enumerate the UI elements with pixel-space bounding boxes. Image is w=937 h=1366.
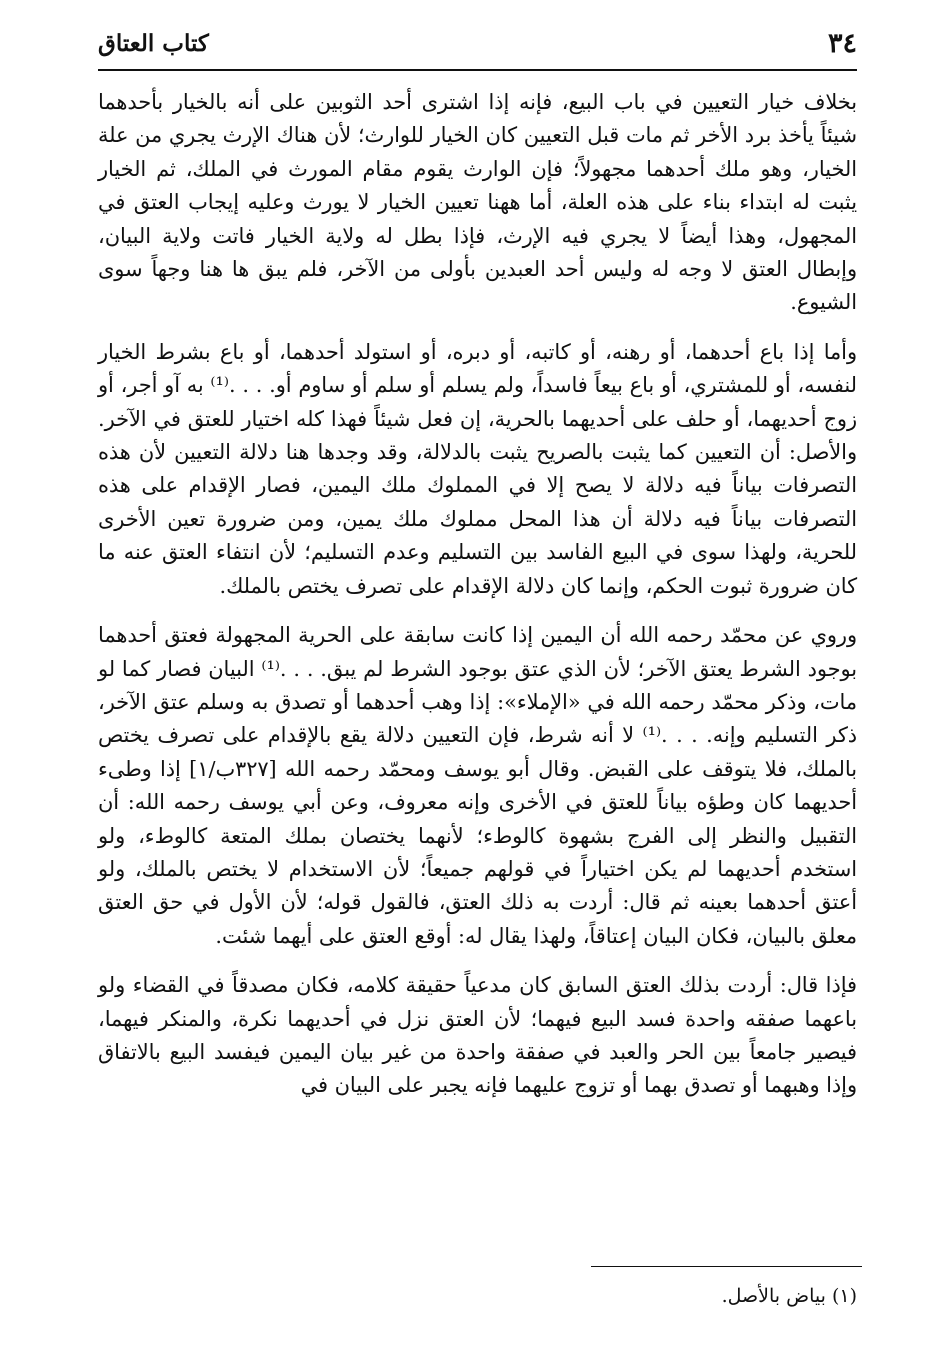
text-line: وأما إذا باع أحدهما، أو رهنه، أو كاتبه، أو دبره، أو استولد أحدهما، أو باع <box>219 339 857 364</box>
text-line: يمين، ومن ضرورة تعين الأخرى للحرية، ولهذا سوى في البيع الفاسد بين التسليم وعدم <box>98 506 857 565</box>
text-line: القضاء ولو باعهما صفقه واحدة فسد البيع فيهما؛ لأن العتق نزل في أحديهما نكرة، <box>98 973 857 1031</box>
text-line: على أيهما شئت. <box>215 923 356 948</box>
text-line: من علة الخيار، وهو ملك أحدهما مجهولاً؛ فإن الوارث يقوم مقام المورث في الملك، <box>98 123 858 181</box>
text-line: البيع بالاتفاق وإذا وهبهما أو تصدق بهما أو تزوج عليهما فإنه يجبر على البيان في <box>98 1039 857 1098</box>
paragraph <box>98 86 857 320</box>
page-number: ٣٤ <box>827 28 857 59</box>
text-line: بخلاف خيار التعيين في باب البيع، فإنه إذا اشترى أحد الثوبين على أنه بالخيار بأحدهما <box>98 90 857 114</box>
text-line: والمنكر فيهما، فيصير جامعاً بين الحر والعبد في صفقة واحدة من غير بيان اليمين فيفسد <box>98 1006 857 1064</box>
text-line: وجهاً سوى الشيوع. <box>98 257 857 315</box>
text-line: فهذا كله اختيار للعتق في الآخر. والأصل: أن التعيين كما يثبت بالصريح يثبت بالدلالة، <box>98 406 857 465</box>
text-line: شيئاً يأخذ برد الأخر ثم مات قبل التعيين كان الخيار للوارث؛ لأن هناك الإرث يجري <box>168 123 857 148</box>
page-header <box>98 22 857 70</box>
footnote-separator <box>591 1266 862 1267</box>
text-line: ثم الخيار يثبت له ابتداء بناء على هذه العلة، أما ههنا تعيين الخيار لا يورث وعليه إيجاب <box>98 156 857 215</box>
text-line: [٣٢٧ب/١] إذا وطىء أحديهما كان وطؤه بياناً للعتق في الأخرى وإنه معروف، وعن أبي <box>98 756 857 815</box>
text-line: فصار كما لو مات، وذكر محمّد رحمه الله في «الإملاء»: إذا وهب أحدهما أو تصدق به <box>98 656 857 714</box>
text-line: أحدهما بوجود الشرط يعتق الآخر؛ لأن الذي عتق بوجود الشرط لم يبق. . . .⁽¹⁾ البيان <box>98 623 857 681</box>
paragraph <box>98 336 857 603</box>
text-line: على تصرف يختص بالملك، فلا يتوقف على القبض. وقال أبو يوسف ومحمّد رحمه الله <box>98 723 857 781</box>
text-line: ولاية البيان، وإبطال العتق لا وجه له وليس أحد العبدين بأولى من الآخر، فلم يبق ها هنا <box>98 223 857 282</box>
text-line: وروي عن محمّد رحمه الله أن اليمين إذا كانت سابقة على الحرية المجهولة فعتق <box>164 623 857 648</box>
text-line: يوسف رحمه الله: أن التقبيل والنظر إلى الفرج بشهوة كالوطء؛ لأنهما يختصان بملك <box>98 790 857 848</box>
running-title: كتاب العتاق <box>98 30 209 57</box>
text-line: أو. . . .⁽¹⁾ به آو أجر، أو زوج أحديهما، أو حلف على أحديهما بالحرية، إن فعل شيئاً <box>98 373 857 431</box>
footnote: (١) بياض بالأصل. <box>721 1285 857 1307</box>
text-line: لا يختص بالملك، ولو أعتق أحدهما بعينه ثم قال: أردت به ذلك العتق، فالقول قوله؛ <box>98 856 857 915</box>
header-rule <box>98 69 857 71</box>
text-line: بشرط الخيار لنفسه، أو للمشتري، أو باع بيعاً فاسداً، ولم يسلم أو سلم أو ساوم <box>98 339 857 398</box>
paragraph <box>98 619 857 953</box>
text-line: المتعة كالوطء، ولو استخدم أحديهما لم يكن اختياراً في قولهم جميعاً؛ لأن الاستخدام <box>98 823 857 881</box>
main-text <box>98 86 857 1103</box>
paragraph <box>98 969 857 1103</box>
text-line: تصرف يختص بالملك. <box>219 573 403 598</box>
text-line: فإذا قال: أردت بذلك العتق السابق كان مدعياً حقيقة كلامه، فكان مصدقاً في <box>197 973 857 998</box>
text-line: ملك اليمين، فصار الإقدام على هذه التصرفات بياناً فيه دلالة أن هذا المحل مملوك ملك <box>98 473 857 531</box>
text-line: لأن الأول في حق العتق معلق بالبيان، فكان البيان إعتاقاً، ولهذا يقال له: أوقع العتق <box>98 890 857 948</box>
text-line: العتق في المجهول، وهذا أيضاً لا يجري فيه الإرث، فإذا بطل له ولاية الخيار فاتت <box>98 190 857 248</box>
text-line: وقد وجدها هنا دلالة التعيين لأن هذه التصرفات بياناً فيه دلالة لا يصح إلا في المملوك <box>98 440 857 498</box>
text-line: التسليم؛ لأن انتفاء العتق عنه ما كان ضرورة ثبوت الحكم، وإنما كان دلالة الإقدام على <box>98 540 857 598</box>
text-line: وسلم عتق الآخر، ذكر التسليم وإنه. . . .⁽¹⁾ لا أنه شرط، فإن التعيين دلالة يقع بالإقدام <box>98 689 857 748</box>
